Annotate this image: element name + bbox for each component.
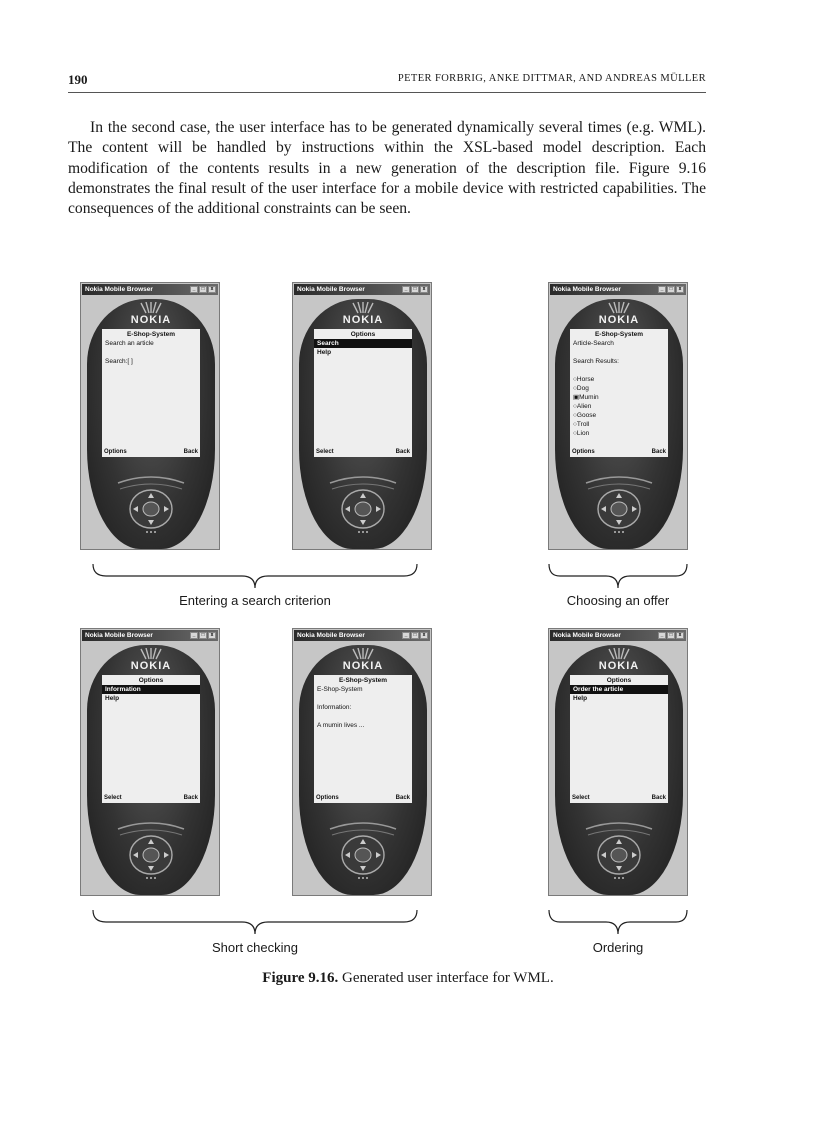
label-short-checking: Short checking	[212, 940, 298, 955]
soft-key-right[interactable]: Back	[651, 449, 666, 455]
soft-key-left[interactable]: Options	[316, 795, 339, 801]
window-title: Nokia Mobile Browser	[553, 286, 621, 293]
screen-line	[102, 348, 200, 357]
window-titlebar	[550, 630, 686, 641]
sun-rays-icon	[343, 302, 383, 314]
soft-key-right[interactable]: Back	[651, 795, 666, 801]
screen-line	[570, 366, 668, 375]
phone-screen	[314, 675, 412, 803]
screen-line	[570, 348, 668, 357]
soft-key-left[interactable]: Options	[572, 449, 595, 455]
body-paragraph: In the second case, the user interface has to be generated dynamically several times (e.g. WML). The content will be handled by instructions within the XSL-based model description. Each modification of the contents results in a new generation of the description file. Figure 9.16 demonstrates the final result of the user interface for a mobile device with restricted capabilities. The consequences of the additional constraints can be seen.	[68, 119, 706, 218]
close-icon[interactable]: x	[676, 286, 684, 293]
navigation-keypad-icon	[116, 821, 186, 881]
window-titlebar	[82, 630, 218, 641]
phone-screen	[570, 675, 668, 803]
screen-line: Search an article	[105, 340, 154, 347]
browser-window	[80, 628, 220, 896]
maximize-icon[interactable]: □	[411, 286, 419, 293]
screen-line: Help	[317, 349, 332, 356]
brand-logo: NOKIA	[598, 314, 640, 326]
brace-entering	[92, 562, 418, 590]
screen-line: Search	[314, 339, 412, 348]
sun-rays-icon	[599, 648, 639, 660]
screen-title: E-Shop-System	[338, 677, 388, 684]
screen-line: Search:[ ]	[105, 358, 133, 365]
screen-line: ○Alien	[573, 403, 592, 410]
sun-rays-icon	[599, 302, 639, 314]
screen-line: E-Shop-System	[317, 686, 363, 693]
screen-title: Options	[350, 331, 376, 338]
minimize-icon[interactable]: _	[658, 286, 666, 293]
close-icon[interactable]: x	[208, 632, 216, 639]
phone-screenshot	[80, 282, 220, 550]
minimize-icon[interactable]: _	[658, 632, 666, 639]
soft-key-right[interactable]: Back	[183, 795, 198, 801]
running-head: PETER FORBRIG, ANKE DITTMAR, AND ANDREAS MÜLLER	[397, 73, 706, 84]
caption-text: Generated user interface for WML.	[342, 970, 554, 986]
caption-label: Figure 9.16.	[262, 970, 339, 986]
phone-screenshot	[292, 282, 432, 550]
window-title: Nokia Mobile Browser	[553, 632, 621, 639]
close-icon[interactable]: x	[676, 632, 684, 639]
screen-line: ○Goose	[573, 412, 597, 419]
browser-window	[292, 628, 432, 896]
navigation-keypad-icon	[584, 821, 654, 881]
screen-line: Information:	[317, 704, 352, 711]
maximize-icon[interactable]: □	[667, 286, 675, 293]
navigation-keypad-icon	[116, 475, 186, 535]
soft-key-left[interactable]: Select	[316, 449, 334, 455]
window-titlebar	[82, 284, 218, 295]
phone-screen	[570, 329, 668, 457]
window-title: Nokia Mobile Browser	[85, 286, 153, 293]
minimize-icon[interactable]: _	[402, 632, 410, 639]
screen-line: Help	[105, 695, 120, 702]
label-ordering: Ordering	[592, 940, 644, 955]
minimize-icon[interactable]: _	[402, 286, 410, 293]
screen-title: E-Shop-System	[126, 331, 176, 338]
figure-caption	[0, 970, 816, 987]
brand-logo: NOKIA	[130, 660, 172, 672]
brand-logo: NOKIA	[130, 314, 172, 326]
phone-screenshot	[548, 628, 688, 896]
phone-screenshot	[548, 282, 688, 550]
screen-line: ○Troll	[573, 421, 590, 428]
window-title: Nokia Mobile Browser	[85, 632, 153, 639]
soft-key-right[interactable]: Back	[395, 449, 410, 455]
phone-screenshot	[292, 628, 432, 896]
brand-logo: NOKIA	[598, 660, 640, 672]
close-icon[interactable]: x	[208, 286, 216, 293]
sun-rays-icon	[131, 648, 171, 660]
brace-ordering	[548, 908, 688, 936]
navigation-keypad-icon	[584, 475, 654, 535]
phone-screen	[102, 329, 200, 457]
screen-line: ○Lion	[573, 430, 590, 437]
minimize-icon[interactable]: _	[190, 632, 198, 639]
screen-line: A mumin lives ...	[317, 722, 365, 729]
phone-screenshot	[80, 628, 220, 896]
screen-line: ○Dog	[573, 385, 589, 392]
browser-window	[292, 282, 432, 550]
screen-line: Order the article	[570, 685, 668, 694]
screen-line: Search Results:	[573, 358, 619, 365]
screen-line	[314, 712, 412, 721]
browser-window	[548, 282, 688, 550]
maximize-icon[interactable]: □	[199, 632, 207, 639]
maximize-icon[interactable]: □	[667, 632, 675, 639]
soft-key-left[interactable]: Select	[572, 795, 590, 801]
brace-short-checking	[92, 908, 418, 936]
screen-title: Options	[138, 677, 164, 684]
screen-line: Information	[102, 685, 200, 694]
window-titlebar	[294, 284, 430, 295]
soft-key-right[interactable]: Back	[183, 449, 198, 455]
window-title: Nokia Mobile Browser	[297, 632, 365, 639]
screen-line	[314, 694, 412, 703]
window-titlebar	[550, 284, 686, 295]
screen-title: Options	[606, 677, 632, 684]
screen-line: ○Horse	[573, 376, 595, 383]
screen-line: Help	[573, 695, 588, 702]
brand-logo: NOKIA	[342, 314, 384, 326]
window-titlebar	[294, 630, 430, 641]
maximize-icon[interactable]: □	[411, 632, 419, 639]
phone-screen	[102, 675, 200, 803]
brand-logo: NOKIA	[342, 660, 384, 672]
window-title: Nokia Mobile Browser	[297, 286, 365, 293]
close-icon[interactable]: x	[420, 286, 428, 293]
screen-line: Article-Search	[573, 340, 614, 347]
navigation-keypad-icon	[328, 821, 398, 881]
close-icon[interactable]: x	[420, 632, 428, 639]
minimize-icon[interactable]: _	[190, 286, 198, 293]
screen-line: ▣Mumin	[573, 394, 599, 401]
sun-rays-icon	[343, 648, 383, 660]
sun-rays-icon	[131, 302, 171, 314]
screen-title: E-Shop-System	[594, 331, 644, 338]
navigation-keypad-icon	[328, 475, 398, 535]
phone-screen	[314, 329, 412, 457]
browser-window	[80, 282, 220, 550]
page-number: 190	[68, 72, 88, 87]
label-entering: Entering a search criterion	[179, 593, 331, 608]
page-header	[68, 72, 706, 93]
brace-choosing	[548, 562, 688, 590]
soft-key-left[interactable]: Select	[104, 795, 122, 801]
maximize-icon[interactable]: □	[199, 286, 207, 293]
label-choosing: Choosing an offer	[566, 593, 670, 608]
soft-key-right[interactable]: Back	[395, 795, 410, 801]
soft-key-left[interactable]: Options	[104, 449, 127, 455]
browser-window	[548, 628, 688, 896]
